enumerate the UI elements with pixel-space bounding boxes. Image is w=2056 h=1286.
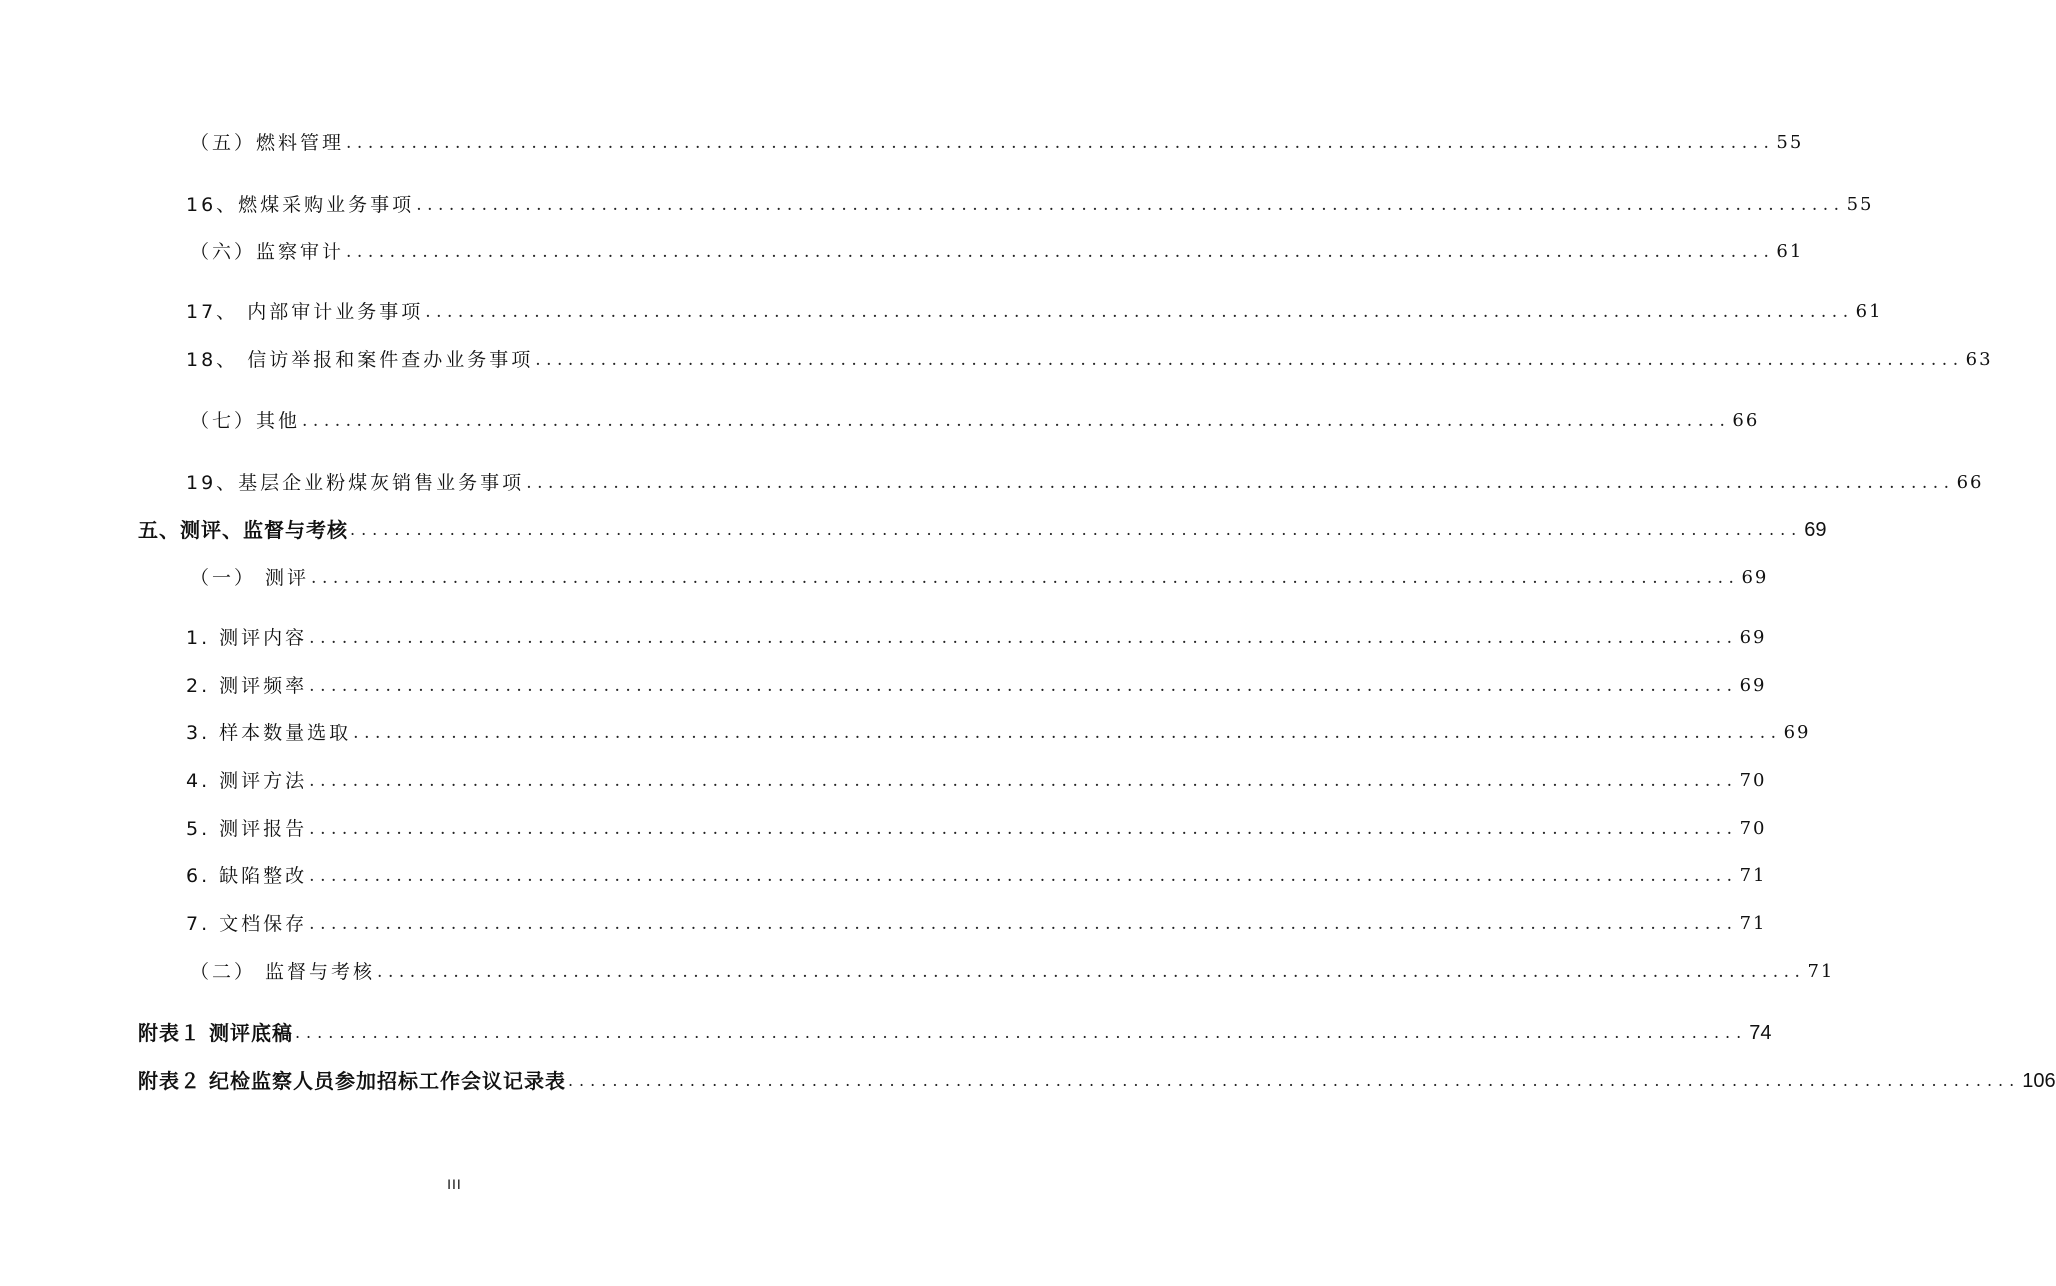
toc-entry-label: （七）其他: [190, 410, 301, 432]
toc-entry-label: 17、 内部审计业务事项: [186, 301, 424, 323]
toc-entry-defect-rectification[interactable]: [186, 861, 1767, 891]
toc-entry-appendix-2[interactable]: [138, 1066, 2056, 1096]
toc-page-number: 66: [1956, 472, 1984, 493]
toc-page-number: 63: [1965, 349, 1993, 370]
toc-leader-dots: ...................................................................................................................................: [302, 411, 1731, 431]
toc-entry-label: 附表１ 测评底稿: [138, 1021, 293, 1045]
toc-entry-document-storage[interactable]: [186, 909, 1767, 939]
toc-page-number: 55: [1776, 132, 1804, 153]
toc-leader-dots: ...................................................................................................................................: [309, 914, 1738, 934]
toc-entry-evaluation[interactable]: [190, 563, 1769, 593]
toc-entry-evaluation-method[interactable]: [186, 766, 1767, 796]
toc-leader-dots: ...................................................................................................................................: [309, 866, 1738, 886]
toc-entry-sample-selection[interactable]: [186, 718, 1811, 748]
toc-entry-label: 3. 样本数量选取: [186, 722, 352, 744]
toc-entry-label: 16、燃煤采购业务事项: [186, 194, 415, 216]
toc-entry-internal-audit[interactable]: [186, 297, 1883, 327]
toc-entry-fly-ash-sales[interactable]: [186, 468, 1984, 498]
toc-leader-dots: ...................................................................................................................................: [567, 1071, 2021, 1090]
toc-leader-dots: ...................................................................................................................................: [346, 242, 1775, 262]
toc-leader-dots: ...................................................................................................................................: [377, 962, 1806, 982]
toc-leader-dots: ...................................................................................................................................: [309, 676, 1738, 696]
toc-entry-petition-reports[interactable]: [186, 345, 1993, 375]
toc-entry-evaluation-frequency[interactable]: [186, 671, 1767, 701]
toc-leader-dots: ...................................................................................................................................: [294, 1023, 1748, 1042]
toc-entry-supervision-assessment[interactable]: [190, 957, 1835, 987]
toc-leader-dots: ...................................................................................................................................: [309, 771, 1738, 791]
toc-entry-label: 1. 测评内容: [186, 627, 308, 649]
toc-page-number: 70: [1739, 818, 1767, 839]
toc-entry-fuel-management[interactable]: [190, 128, 1804, 158]
toc-leader-dots: ...................................................................................................................................: [416, 195, 1845, 215]
toc-entry-other[interactable]: [190, 406, 1760, 436]
toc-leader-dots: ...................................................................................................................................: [309, 628, 1738, 648]
toc-entry-evaluation-report[interactable]: [186, 814, 1767, 844]
toc-entry-evaluation-content[interactable]: [186, 623, 1767, 653]
toc-page-number: 69: [1783, 722, 1811, 743]
toc-page-number: 74: [1749, 1022, 1772, 1044]
toc-page-number: 69: [1739, 627, 1767, 648]
toc-page-number: 69: [1741, 567, 1769, 588]
toc-entry-label: 五、测评、监督与考核: [138, 518, 348, 542]
toc-entry-appendix-1[interactable]: [138, 1018, 1772, 1048]
toc-entry-label: 4. 测评方法: [186, 770, 308, 792]
toc-page-number: 106: [2022, 1070, 2056, 1092]
toc-leader-dots: ...................................................................................................................................: [346, 133, 1775, 153]
toc-page-number: 69: [1804, 519, 1827, 541]
toc-leader-dots: ...................................................................................................................................: [309, 819, 1738, 839]
toc-entry-label: 2. 测评频率: [186, 675, 308, 697]
toc-leader-dots: ...................................................................................................................................: [535, 350, 1964, 370]
toc-leader-dots: ...................................................................................................................................: [350, 520, 1803, 539]
toc-entry-supervision-audit[interactable]: [190, 237, 1804, 267]
toc-entry-label: 附表２ 纪检监察人员参加招标工作会议记录表: [138, 1069, 566, 1093]
toc-page-number: 69: [1739, 675, 1767, 696]
toc-page-number: 66: [1732, 410, 1760, 431]
toc-entry-label: 18、 信访举报和案件查办业务事项: [186, 349, 534, 371]
toc-entry-evaluation-supervision[interactable]: [138, 515, 1827, 545]
toc-entry-label: 5. 测评报告: [186, 818, 308, 840]
toc-page-number: 71: [1739, 913, 1767, 934]
toc-page-number: 55: [1846, 194, 1874, 215]
toc-entry-label: （二） 监督与考核: [190, 961, 376, 983]
toc-page-number: 61: [1776, 241, 1804, 262]
toc-page-number: 70: [1739, 770, 1767, 791]
toc-leader-dots: ...................................................................................................................................: [311, 568, 1740, 588]
page-footer-number: III: [447, 1176, 462, 1192]
toc-leader-dots: ...................................................................................................................................: [353, 723, 1782, 743]
toc-page-number: 71: [1739, 865, 1767, 886]
toc-page-number: 61: [1855, 301, 1883, 322]
toc-entry-coal-procurement[interactable]: [186, 190, 1874, 220]
toc-page-number: 71: [1807, 961, 1835, 982]
toc-entry-label: （一） 测评: [190, 567, 310, 589]
toc-entry-label: （六）监察审计: [190, 241, 345, 263]
toc-leader-dots: ...................................................................................................................................: [425, 302, 1854, 322]
toc-entry-label: 6. 缺陷整改: [186, 865, 308, 887]
toc-entry-label: 7. 文档保存: [186, 913, 308, 935]
toc-entry-label: （五）燃料管理: [190, 132, 345, 154]
toc-entry-label: 19、基层企业粉煤灰销售业务事项: [186, 472, 525, 494]
toc-leader-dots: ...................................................................................................................................: [526, 473, 1955, 493]
